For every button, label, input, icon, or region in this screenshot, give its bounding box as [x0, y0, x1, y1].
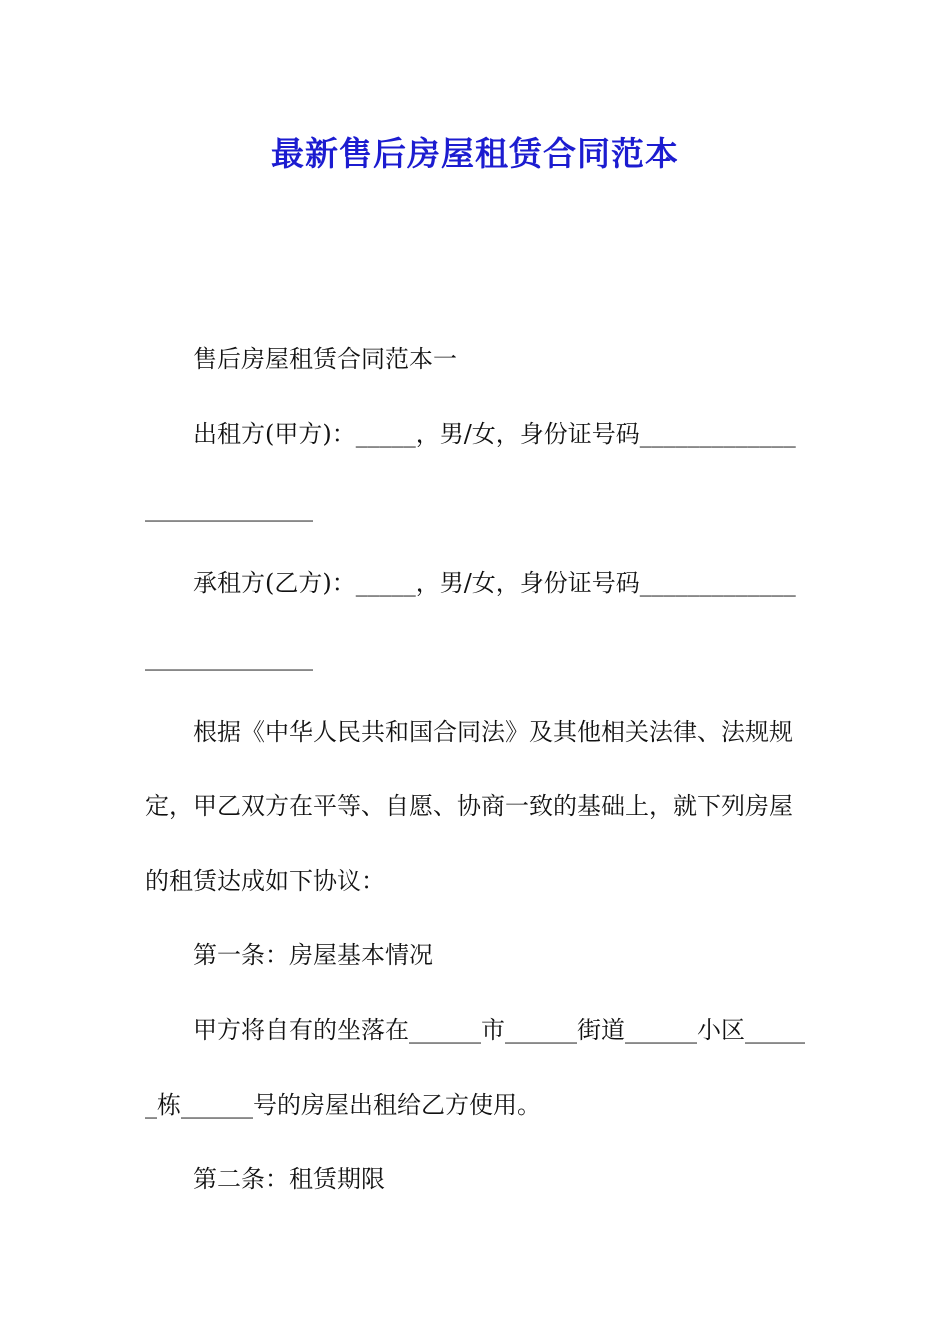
document-title: 最新售后房屋租赁合同范本 — [271, 134, 679, 173]
basis-paragraph-line-3: 的租赁达成如下协议： — [145, 867, 385, 895]
basis-paragraph-line-1: 根据《中华人民共和国合同法》及其他相关法律、法规规 — [193, 718, 793, 746]
lessor-id-continuation: ______________ — [145, 494, 313, 522]
article-1-text-line-2: _栋______号的房屋出租给乙方使用。 — [145, 1091, 541, 1119]
article-2-heading: 第二条：租赁期限 — [193, 1165, 385, 1193]
article-1-heading: 第一条：房屋基本情况 — [193, 941, 433, 969]
basis-paragraph-line-2: 定，甲乙双方在平等、自愿、协商一致的基础上，就下列房屋 — [145, 792, 793, 820]
lessor-line: 出租方(甲方)：_____，男/女，身份证号码_____________ — [193, 420, 796, 448]
lessee-line: 承租方(乙方)：_____，男/女，身份证号码_____________ — [193, 569, 796, 597]
article-1-text-line-1: 甲方将自有的坐落在______市______街道______小区_____ — [193, 1016, 805, 1044]
contract-subtitle: 售后房屋租赁合同范本一 — [193, 345, 457, 373]
lessee-id-continuation: ______________ — [145, 643, 313, 671]
